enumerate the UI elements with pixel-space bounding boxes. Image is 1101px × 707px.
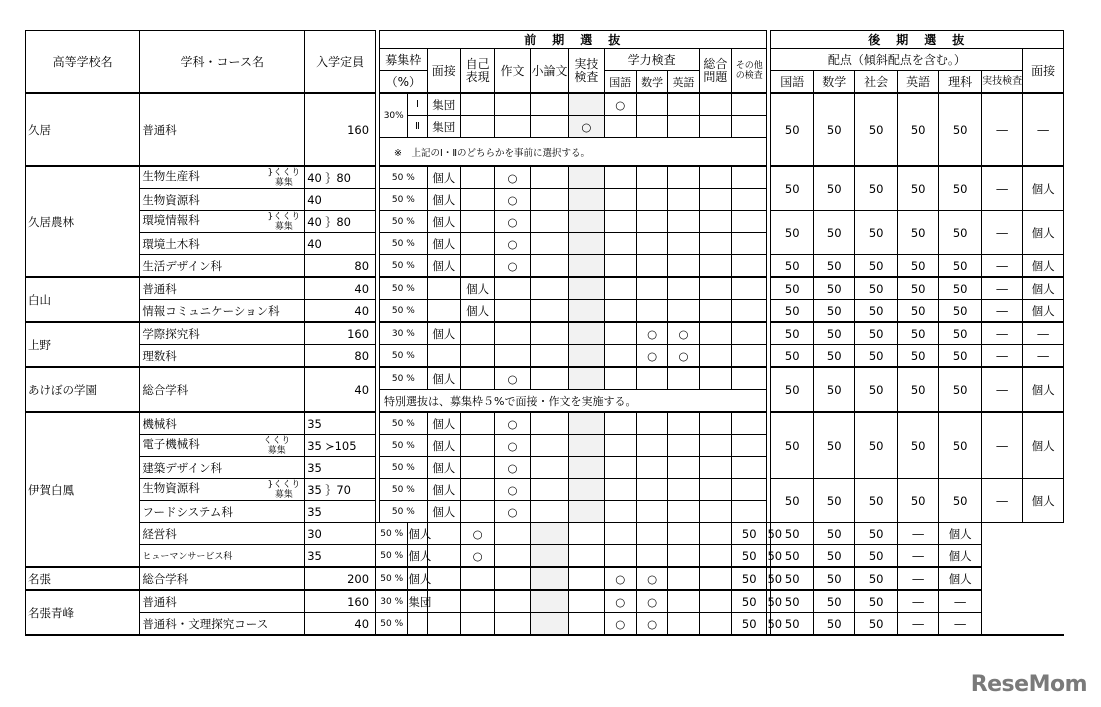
- late-science: 50: [939, 479, 981, 523]
- interview: 個人: [427, 322, 460, 345]
- late-japanese: 50: [732, 523, 767, 545]
- late-practical: ―: [981, 166, 1022, 211]
- capacity: 160: [305, 590, 376, 613]
- late-math: 50: [767, 590, 771, 613]
- late-japanese: 50: [771, 300, 813, 323]
- essay-check: ○: [495, 367, 530, 390]
- late-science: 50: [939, 93, 981, 166]
- capacity: 35: [305, 545, 376, 568]
- course-name: 普通科: [140, 277, 305, 300]
- course-name: 建築デザイン科: [140, 457, 305, 479]
- essay-check: ○: [460, 545, 494, 568]
- late-practical: ―: [981, 367, 1022, 412]
- late-social: 50: [855, 412, 897, 479]
- late-practical: ―: [981, 322, 1022, 345]
- late-japanese: 50: [771, 479, 813, 523]
- header-self-expression: 自己表現: [460, 49, 494, 94]
- late-japanese: 50: [771, 255, 813, 278]
- essay-check: ○: [460, 523, 494, 545]
- late-math: 50: [767, 567, 771, 590]
- interview: 集団: [408, 590, 427, 613]
- course-name: フードシステム科: [140, 501, 305, 523]
- header-late-practical: 実技検査: [981, 71, 1022, 94]
- late-interview: 個人: [1023, 255, 1064, 278]
- late-social: 50: [855, 93, 897, 166]
- late-practical: ―: [897, 567, 938, 590]
- table-row: [26, 545, 1064, 568]
- school-name: 久居: [26, 93, 140, 166]
- quota: 50 %: [380, 479, 428, 501]
- essay-check: ○: [495, 211, 530, 233]
- late-english: 50: [813, 590, 854, 613]
- english-check: ○: [636, 567, 667, 590]
- header-academic: 学力検査: [604, 49, 699, 71]
- header-points: 配点（傾斜配点を含む。）: [771, 49, 1023, 71]
- late-social: 50: [771, 545, 813, 568]
- school-name: 久居農林: [26, 166, 140, 277]
- late-practical: ―: [897, 590, 938, 613]
- english-check: ○: [636, 613, 667, 636]
- late-practical: ―: [981, 300, 1022, 323]
- capacity: 40: [305, 300, 376, 323]
- late-interview: 個人: [939, 567, 981, 590]
- late-science: 50: [939, 345, 981, 368]
- english-check: ○: [668, 322, 699, 345]
- late-science: 50: [939, 166, 981, 211]
- table-row: [26, 345, 1064, 368]
- option-label: Ⅰ: [408, 93, 427, 116]
- quota: 50 %: [380, 457, 428, 479]
- quota: 50 %: [376, 545, 408, 568]
- late-english: 50: [897, 367, 938, 412]
- capacity: 35: [305, 501, 376, 523]
- quota: 50 %: [380, 501, 428, 523]
- interview: 個人: [427, 435, 460, 457]
- late-social: 50: [771, 613, 813, 636]
- interview: 個人: [427, 367, 460, 390]
- late-interview: 個人: [1023, 479, 1064, 523]
- late-math: 50: [813, 211, 854, 255]
- essay-check: ○: [495, 255, 530, 278]
- late-math: 50: [767, 523, 771, 545]
- quota: 50 %: [376, 613, 408, 636]
- quota: 50 %: [380, 345, 428, 368]
- late-english: 50: [897, 345, 938, 368]
- late-math: 50: [813, 93, 854, 166]
- quota: 50 %: [380, 300, 428, 323]
- header-japanese: 国語: [604, 71, 636, 94]
- late-social: 50: [855, 345, 897, 368]
- course-name: 総合学科: [140, 567, 305, 590]
- interview: 個人: [427, 412, 460, 435]
- course-name: 理数科: [140, 345, 305, 368]
- option-note: ※ 上記のⅠ・Ⅱのどちらかを事前に選択する。: [380, 138, 767, 167]
- table-row: [26, 523, 1064, 545]
- late-math: 50: [767, 545, 771, 568]
- school-name: 白山: [26, 277, 140, 322]
- header-late-japanese: 国語: [771, 71, 813, 94]
- quota: 50 %: [380, 435, 428, 457]
- interview: 個人: [408, 545, 427, 568]
- essay-check: ○: [495, 435, 530, 457]
- late-math: 50: [813, 412, 854, 479]
- self-expression: 個人: [460, 277, 494, 300]
- capacity: 200: [305, 567, 376, 590]
- capacity: 35: [305, 412, 376, 435]
- late-english: 50: [813, 613, 854, 636]
- course-name: 生物資源科: [140, 189, 305, 211]
- interview: 個人: [427, 189, 460, 211]
- header-late-selection: 後 期 選 抜: [771, 31, 1064, 49]
- table-row: [26, 412, 1064, 435]
- course-name: 生物生産科 }くくり 募集: [140, 166, 305, 189]
- header-essay: 作文: [495, 49, 530, 94]
- late-science: 50: [855, 545, 897, 568]
- header-late-science: 理科: [939, 71, 981, 94]
- late-practical: ―: [981, 277, 1022, 300]
- quota: 50 %: [376, 523, 408, 545]
- course-name: 普通科: [140, 93, 305, 166]
- math-check: ○: [604, 613, 636, 636]
- header-late-english: 英語: [897, 71, 938, 94]
- late-practical: ―: [897, 523, 938, 545]
- essay-check: ○: [495, 412, 530, 435]
- late-math: 50: [813, 255, 854, 278]
- late-social: 50: [771, 590, 813, 613]
- math-check: ○: [604, 567, 636, 590]
- quota: 50 %: [380, 412, 428, 435]
- interview: 個人: [427, 479, 460, 501]
- late-interview: 個人: [1023, 300, 1064, 323]
- interview: 個人: [427, 457, 460, 479]
- essay-check: ○: [495, 479, 530, 501]
- late-interview: ―: [939, 613, 981, 636]
- interview: 個人: [427, 233, 460, 255]
- quota: 50 %: [380, 255, 428, 278]
- header-course: 学科・コース名: [140, 31, 305, 94]
- late-practical: ―: [897, 613, 938, 636]
- late-practical: ―: [897, 545, 938, 568]
- late-math: 50: [813, 277, 854, 300]
- late-interview: 個人: [1023, 367, 1064, 412]
- course-name: 学際探究科: [140, 322, 305, 345]
- late-interview: 個人: [939, 545, 981, 568]
- quota: 50 %: [380, 189, 428, 211]
- late-interview: ―: [939, 590, 981, 613]
- late-math: 50: [813, 322, 854, 345]
- capacity: 80: [305, 255, 376, 278]
- selection-table-container: [25, 30, 1064, 636]
- table-row: [26, 479, 1064, 501]
- quota: 30 %: [380, 322, 428, 345]
- quota: 50 %: [380, 367, 428, 390]
- late-japanese: 50: [732, 590, 767, 613]
- course-name: 普通科: [140, 590, 305, 613]
- late-english: 50: [897, 166, 938, 211]
- table-row: [26, 322, 1064, 345]
- course-name: 普通科・文理探究コース: [140, 613, 305, 636]
- quota: 50 %: [380, 277, 428, 300]
- late-science: 50: [939, 412, 981, 479]
- header-row-1: [26, 31, 1064, 49]
- school-name: 名張: [26, 567, 140, 590]
- quota: 30 %: [376, 590, 408, 613]
- interview: 個人: [408, 567, 427, 590]
- late-english: 50: [897, 479, 938, 523]
- table-row: [26, 166, 1064, 189]
- course-name: ヒューマンサービス科: [140, 545, 305, 568]
- late-japanese: 50: [732, 567, 767, 590]
- late-interview: 個人: [939, 523, 981, 545]
- table-row: [26, 93, 1064, 116]
- late-practical: ―: [981, 479, 1022, 523]
- late-science: 50: [939, 255, 981, 278]
- late-japanese: 50: [771, 211, 813, 255]
- capacity: 35 ｝70: [305, 479, 376, 501]
- math-check: ○: [636, 345, 667, 368]
- header-late-social: 社会: [855, 71, 897, 94]
- late-social: 50: [855, 479, 897, 523]
- late-science: 50: [939, 211, 981, 255]
- capacity: 40 ｝80: [305, 166, 376, 189]
- late-social: 50: [855, 322, 897, 345]
- late-english: 50: [813, 545, 854, 568]
- late-math: 50: [813, 345, 854, 368]
- late-japanese: 50: [771, 277, 813, 300]
- header-english: 英語: [668, 71, 699, 94]
- late-japanese: 50: [771, 166, 813, 211]
- table-row: [26, 567, 1064, 590]
- course-name: 生物資源科 }くくり 募集: [140, 479, 305, 501]
- late-social: 50: [855, 300, 897, 323]
- late-japanese: 50: [732, 613, 767, 636]
- capacity: 40: [305, 189, 376, 211]
- late-japanese: 50: [771, 367, 813, 412]
- table-row: [26, 367, 1064, 390]
- school-name: 名張青峰: [26, 590, 140, 635]
- header-practical: 実技検査: [569, 49, 604, 94]
- course-name: 経営科: [140, 523, 305, 545]
- header-interview: 面接: [427, 49, 460, 94]
- header-other: その他の検査: [732, 49, 767, 94]
- late-japanese: 50: [771, 322, 813, 345]
- late-english: 50: [813, 523, 854, 545]
- late-english: 50: [897, 277, 938, 300]
- late-math: 50: [813, 367, 854, 412]
- late-japanese: 50: [771, 412, 813, 479]
- essay-check: ○: [495, 189, 530, 211]
- practical-check: ○: [569, 116, 604, 138]
- capacity: 40 ｝80: [305, 211, 376, 233]
- capacity: 40: [305, 367, 376, 412]
- japanese-check: ○: [604, 93, 636, 116]
- late-science: 50: [939, 277, 981, 300]
- late-science: 50: [855, 590, 897, 613]
- quota: 50 %: [380, 166, 428, 189]
- interview: 個人: [427, 255, 460, 278]
- quota: 50 %: [380, 211, 428, 233]
- late-social: 50: [771, 523, 813, 545]
- course-name: 環境情報科 }くくり 募集: [140, 211, 305, 233]
- late-social: 50: [855, 367, 897, 412]
- late-interview: ―: [1023, 322, 1064, 345]
- late-english: 50: [897, 300, 938, 323]
- late-interview: ―: [1023, 345, 1064, 368]
- late-math: 50: [813, 166, 854, 211]
- late-science: 50: [855, 613, 897, 636]
- table-row: [26, 255, 1064, 278]
- interview: 個人: [427, 501, 460, 523]
- header-school: 高等学校名: [26, 31, 140, 94]
- capacity: 35 ≻105: [305, 435, 376, 457]
- late-english: 50: [897, 412, 938, 479]
- capacity: 40: [305, 613, 376, 636]
- course-name: 生活デザイン科: [140, 255, 305, 278]
- capacity: 40: [305, 233, 376, 255]
- course-name: 環境土木科: [140, 233, 305, 255]
- table-row: [26, 590, 1064, 613]
- late-science: 50: [939, 300, 981, 323]
- late-science: 50: [855, 523, 897, 545]
- header-math: 数学: [636, 71, 667, 94]
- header-capacity: 入学定員: [305, 31, 376, 94]
- school-name: 上野: [26, 322, 140, 367]
- header-quota: 募集枠: [380, 49, 428, 71]
- math-check: ○: [604, 590, 636, 613]
- quota: 50 %: [380, 233, 428, 255]
- late-practical: ―: [981, 255, 1022, 278]
- late-practical: ―: [981, 211, 1022, 255]
- late-japanese: 50: [771, 93, 813, 166]
- school-name: 伊賀白鳳: [26, 412, 140, 567]
- interview: 個人: [427, 166, 460, 189]
- special-selection-note: 特別選抜は、募集枠５%で面接・作文を実施する。: [380, 390, 767, 413]
- late-science: 50: [939, 367, 981, 412]
- resemom-logo: ReseMom: [970, 672, 1087, 697]
- late-english: 50: [897, 211, 938, 255]
- header-late-math: 数学: [813, 71, 854, 94]
- table-row: [26, 211, 1064, 233]
- interview: 個人: [408, 523, 427, 545]
- late-social: 50: [771, 567, 813, 590]
- header-short-essay: 小論文: [530, 49, 568, 94]
- english-check: ○: [636, 590, 667, 613]
- course-name: 電子機械科 くくり 募集: [140, 435, 305, 457]
- late-social: 50: [855, 166, 897, 211]
- interview: 集団: [427, 93, 460, 116]
- late-english: 50: [813, 567, 854, 590]
- late-science: 50: [939, 322, 981, 345]
- self-expression: 個人: [460, 300, 494, 323]
- option-label: Ⅱ: [408, 116, 427, 138]
- table-row: [26, 277, 1064, 300]
- late-social: 50: [855, 255, 897, 278]
- header-quota-unit: （%）: [380, 71, 428, 94]
- late-english: 50: [897, 93, 938, 166]
- course-name: 情報コミュニケーション科: [140, 300, 305, 323]
- late-interview: 個人: [1023, 277, 1064, 300]
- late-science: 50: [855, 567, 897, 590]
- school-name: あけぼの学園: [26, 367, 140, 412]
- quota: 30%: [380, 93, 408, 138]
- essay-check: ○: [495, 233, 530, 255]
- quota: 50 %: [376, 567, 408, 590]
- english-check: ○: [668, 345, 699, 368]
- capacity: 40: [305, 277, 376, 300]
- late-japanese: 50: [771, 345, 813, 368]
- header-late-interview: 面接: [1023, 49, 1064, 94]
- selection-table: [25, 30, 1064, 636]
- essay-check: ○: [495, 501, 530, 523]
- capacity: 160: [305, 93, 376, 166]
- late-interview: 個人: [1023, 412, 1064, 479]
- math-check: ○: [636, 322, 667, 345]
- capacity: 80: [305, 345, 376, 368]
- header-integrated: 総合問題: [699, 49, 731, 94]
- late-practical: ―: [981, 412, 1022, 479]
- late-social: 50: [855, 277, 897, 300]
- interview: 個人: [427, 211, 460, 233]
- capacity: 30: [305, 523, 376, 545]
- late-japanese: 50: [732, 545, 767, 568]
- capacity: 160: [305, 322, 376, 345]
- course-name: 総合学科: [140, 367, 305, 412]
- late-english: 50: [897, 255, 938, 278]
- essay-check: ○: [495, 457, 530, 479]
- interview: 集団: [427, 116, 460, 138]
- essay-check: ○: [495, 166, 530, 189]
- late-interview: 個人: [1023, 211, 1064, 255]
- late-english: 50: [897, 322, 938, 345]
- late-interview: 個人: [1023, 166, 1064, 211]
- capacity: 35: [305, 457, 376, 479]
- late-practical: ―: [981, 93, 1022, 166]
- table-row: [26, 613, 1064, 636]
- late-social: 50: [855, 211, 897, 255]
- late-math: 50: [813, 479, 854, 523]
- late-practical: ―: [981, 345, 1022, 368]
- table-row: [26, 300, 1064, 323]
- late-math: 50: [767, 613, 771, 636]
- header-early-selection: 前 期 選 抜: [380, 31, 767, 49]
- late-interview: ―: [1023, 93, 1064, 166]
- late-math: 50: [813, 300, 854, 323]
- course-name: 機械科: [140, 412, 305, 435]
